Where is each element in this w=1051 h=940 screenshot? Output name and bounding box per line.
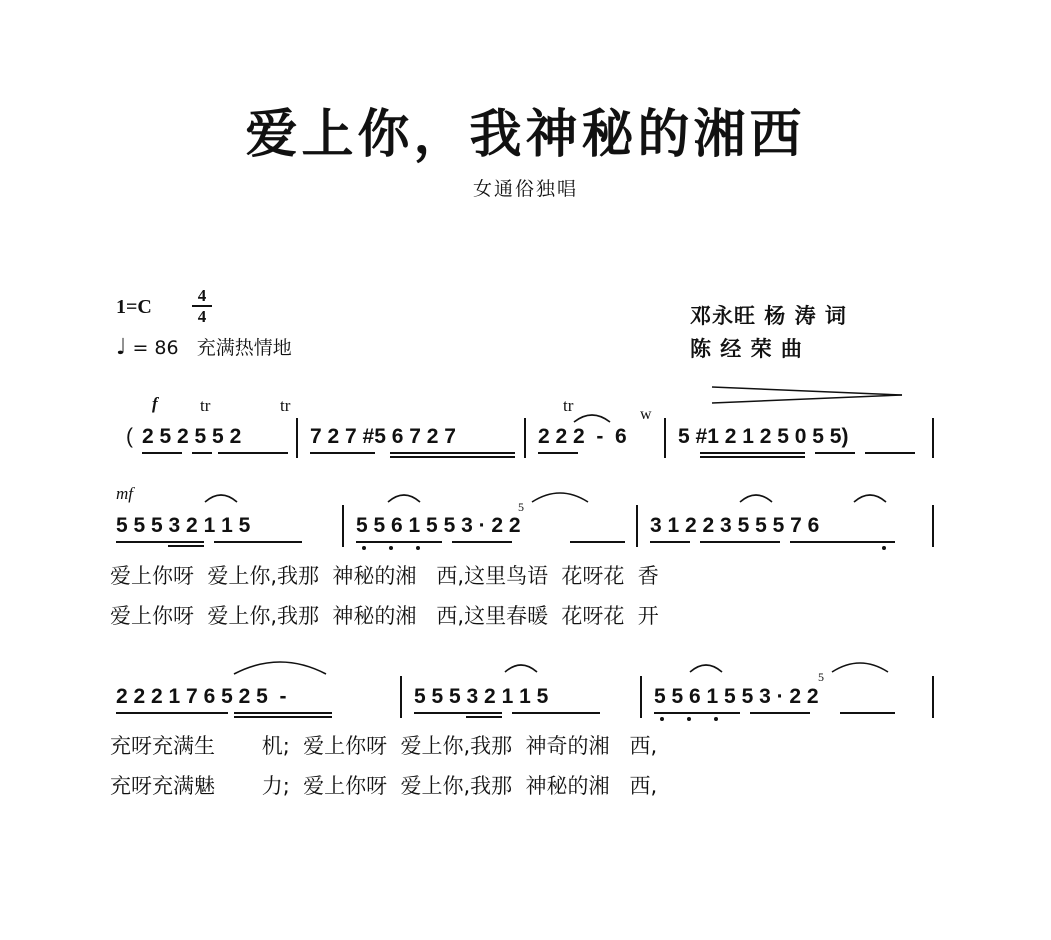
slur-icon bbox=[738, 490, 774, 504]
quarter-note-icon: ♩ bbox=[116, 335, 127, 360]
beam bbox=[414, 712, 502, 714]
trill-mark: tr bbox=[280, 396, 291, 415]
beam bbox=[815, 452, 855, 454]
dynamic-mf: mf bbox=[116, 484, 133, 503]
trill-mark: tr bbox=[200, 396, 211, 415]
beam bbox=[192, 452, 212, 454]
song-subtitle: 女通俗独唱 bbox=[472, 178, 578, 200]
song-title: 爱上你，我神秘的湘西 bbox=[245, 105, 806, 165]
slur-icon bbox=[232, 656, 328, 676]
barline bbox=[636, 505, 638, 547]
slur-icon bbox=[852, 490, 888, 504]
intro-measure-1: 2 5 2 5 5 2 bbox=[142, 425, 242, 448]
beam bbox=[390, 452, 515, 454]
barline bbox=[932, 418, 934, 458]
slur-icon bbox=[386, 490, 422, 504]
barline bbox=[342, 505, 344, 547]
barline bbox=[524, 418, 526, 458]
lyric-row3-verse1: 充呀充满生 机; 爱上你呀 爱上你,我那 神奇的湘 西, bbox=[110, 734, 658, 758]
beam bbox=[865, 452, 915, 454]
slur-icon bbox=[203, 490, 239, 504]
beam bbox=[214, 541, 302, 543]
slur-icon bbox=[830, 658, 890, 674]
low-octave-dot bbox=[389, 546, 393, 550]
row2-measure-3: 3 1 2 2 3 5 5 5 7 6 bbox=[650, 514, 820, 537]
crescendo-hairpin bbox=[712, 385, 912, 405]
meter-bottom: 4 bbox=[197, 307, 207, 326]
intro-measure-2: 7 2 7 #5 6 7 2 7 bbox=[310, 425, 456, 448]
meter-top: 4 bbox=[197, 286, 207, 305]
row2-measure-1: 5 5 5 3 2 1 1 5 bbox=[116, 514, 251, 537]
beam bbox=[116, 541, 204, 543]
beam bbox=[538, 452, 578, 454]
intro-measure-4: 5 #1 2 1 2 5 0 5 5) bbox=[678, 425, 849, 448]
low-octave-dot bbox=[714, 717, 718, 721]
open-paren: ( bbox=[126, 425, 133, 448]
slur-icon bbox=[530, 488, 590, 504]
lyric-row3-verse2: 充呀充满魅 力; 爱上你呀 爱上你,我那 神秘的湘 西, bbox=[110, 774, 658, 798]
grace-note: 5 bbox=[518, 500, 524, 514]
beam bbox=[840, 712, 895, 714]
low-octave-dot bbox=[362, 546, 366, 550]
key-signature: 1=C bbox=[116, 296, 152, 318]
row3-measure-1: 2 2 2 1 7 6 5 2 5 - bbox=[116, 685, 287, 708]
mordent-icon: ᴡ bbox=[640, 406, 652, 423]
beam bbox=[512, 712, 600, 714]
low-octave-dot bbox=[882, 546, 886, 550]
beam bbox=[390, 456, 515, 458]
barline bbox=[932, 676, 934, 718]
beam bbox=[700, 452, 805, 454]
beam bbox=[116, 712, 228, 714]
trill-mark: tr bbox=[563, 396, 574, 415]
beam bbox=[700, 456, 805, 458]
tempo-marking bbox=[116, 333, 292, 360]
low-octave-dot bbox=[660, 717, 664, 721]
lyric-row2-verse2: 爱上你呀 爱上你,我那 神秘的湘 西,这里春暖 花呀花 开 bbox=[110, 604, 659, 628]
beam bbox=[218, 452, 288, 454]
beam bbox=[790, 541, 895, 543]
slur-icon bbox=[503, 660, 539, 674]
dynamic-f: f bbox=[152, 394, 158, 413]
time-signature bbox=[192, 287, 212, 325]
barline bbox=[400, 676, 402, 718]
beam bbox=[234, 716, 332, 718]
beam bbox=[356, 541, 442, 543]
grace-note: 5 bbox=[818, 670, 824, 684]
row3-measure-2: 5 5 5 3 2 1 1 5 bbox=[414, 685, 549, 708]
beam bbox=[750, 712, 810, 714]
beam bbox=[570, 541, 625, 543]
beam bbox=[650, 541, 690, 543]
low-octave-dot bbox=[416, 546, 420, 550]
beam bbox=[700, 541, 780, 543]
barline bbox=[640, 676, 642, 718]
composer-credit: 陈 经 荣 曲 bbox=[690, 337, 803, 361]
lyric-row2-verse1: 爱上你呀 爱上你,我那 神秘的湘 西,这里鸟语 花呀花 香 bbox=[110, 564, 659, 588]
lyricist-credit: 邓永旺 杨 涛 词 bbox=[690, 304, 847, 328]
row2-measure-2: 5 5 6 1 5 5 3 · 2 2 bbox=[356, 514, 521, 537]
beam bbox=[452, 541, 512, 543]
slur-icon bbox=[688, 660, 724, 674]
beam bbox=[466, 716, 502, 718]
beam bbox=[168, 545, 204, 547]
beam bbox=[310, 452, 375, 454]
expression-text: 充满热情地 bbox=[196, 337, 292, 359]
tempo-value: = 86 bbox=[132, 337, 179, 359]
beam bbox=[234, 712, 332, 714]
beam bbox=[142, 452, 182, 454]
slur-icon bbox=[572, 410, 612, 424]
row3-measure-3: 5 5 6 1 5 5 3 · 2 2 bbox=[654, 685, 819, 708]
low-octave-dot bbox=[687, 717, 691, 721]
beam bbox=[654, 712, 740, 714]
barline bbox=[932, 505, 934, 547]
barline bbox=[296, 418, 298, 458]
barline bbox=[664, 418, 666, 458]
intro-measure-3: 2 2 2 - 6 bbox=[538, 425, 627, 448]
